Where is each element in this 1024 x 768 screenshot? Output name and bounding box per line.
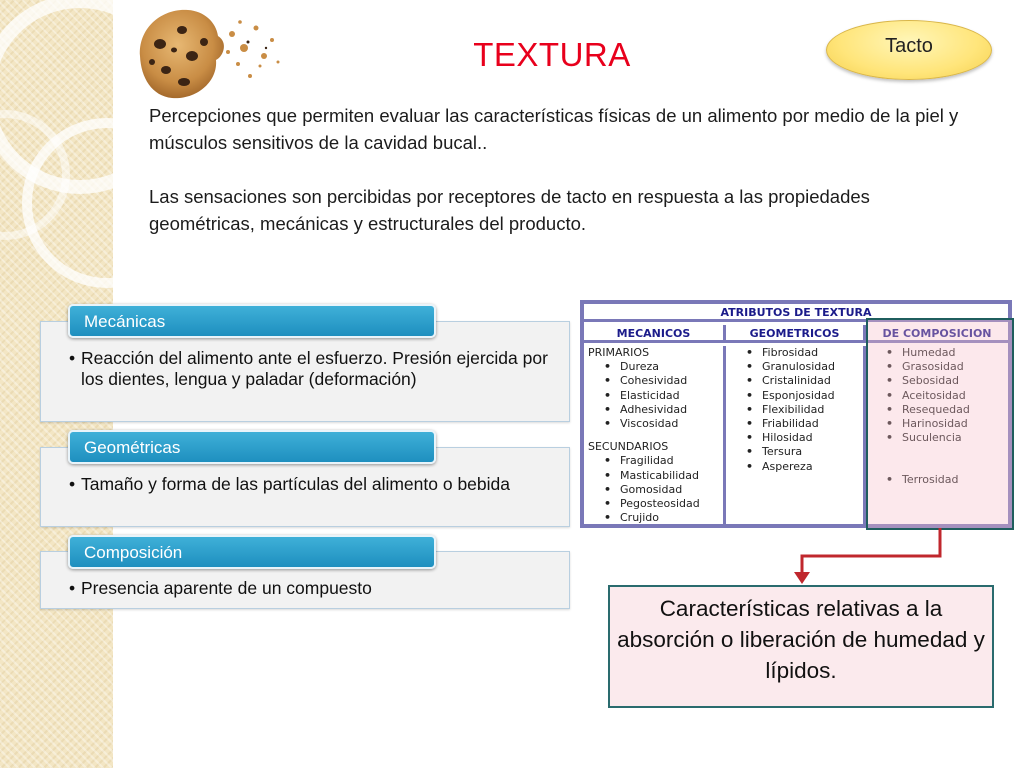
column-composicion	[866, 346, 1008, 524]
list-item: • Viscosidad	[584, 417, 723, 431]
column-header-geometricos: GEOMETRICOS	[726, 325, 866, 343]
list-item: • Friabilidad	[726, 417, 863, 431]
list-item: • Pegosteosidad	[584, 497, 723, 511]
group-label-primarios: PRIMARIOS	[588, 346, 650, 359]
column-header-composicion: DE COMPOSICION	[866, 325, 1008, 343]
column-geometricos	[726, 346, 866, 524]
group-label-secundarios: SECUNDARIOS	[588, 440, 669, 454]
list-item: • Masticabilidad	[584, 469, 723, 483]
definition-paragraph: Percepciones que permiten evaluar las características físicas de un alimento por medio de la piel y músculos sensitivos de la cavidad bucal..	[149, 105, 959, 153]
list-primarios	[584, 360, 723, 431]
arrow-connector	[790, 528, 950, 588]
list-item: • Flexibilidad	[726, 403, 863, 417]
list-item: • Terrosidad	[866, 473, 1008, 487]
list-item: • Fibrosidad	[726, 346, 863, 360]
card-bullet: • Presencia aparente de un compuesto	[69, 578, 372, 598]
list-composicion-extra	[866, 473, 1008, 487]
card-bullet: • Tamaño y forma de las partículas del alimento o bebida	[69, 474, 510, 494]
list-item: • Humedad	[866, 346, 1008, 360]
list-item: • Sebosidad	[866, 374, 1008, 388]
column-header-mecanicos: MECANICOS	[584, 325, 726, 343]
list-item: • Grasosidad	[866, 360, 1008, 374]
list-item: • Crujido	[584, 511, 723, 525]
column-mecanicos	[584, 346, 726, 524]
composition-note: Características relativas a la absorción o liberación de humedad y lípidos.	[608, 585, 994, 708]
pill-geometricas: Geométricas	[68, 430, 436, 464]
attributes-table	[580, 300, 1012, 528]
list-item: • Elasticidad	[584, 389, 723, 403]
tacto-badge-label: Tacto	[885, 34, 933, 57]
list-item: • Suculencia	[866, 431, 1008, 445]
list-item: • Cohesividad	[584, 374, 723, 388]
pill-composicion: Composición	[68, 535, 436, 569]
list-item: • Hilosidad	[726, 431, 863, 445]
list-item: • Aspereza	[726, 460, 863, 474]
list-item: • Fragilidad	[584, 454, 723, 468]
list-item: • Tersura	[726, 445, 863, 459]
pill-mecanicas: Mecánicas	[68, 304, 436, 338]
list-item: • Gomosidad	[584, 483, 723, 497]
list-item: • Aceitosidad	[866, 389, 1008, 403]
list-item: • Cristalinidad	[726, 374, 863, 388]
list-item: • Dureza	[584, 360, 723, 374]
attributes-table-title: ATRIBUTOS DE TEXTURA	[584, 304, 1008, 322]
list-geometricos	[726, 346, 863, 474]
slide-title: TEXTURA	[473, 36, 631, 73]
list-item: • Resequedad	[866, 403, 1008, 417]
list-item: • Esponjosidad	[726, 389, 863, 403]
cookie-image	[132, 4, 292, 104]
sensation-paragraph: Las sensaciones son percibidas por receptores de tacto en respuesta a las propiedades geométricas, mecánicas y estructurales del producto.	[149, 186, 870, 234]
list-secundarios	[584, 454, 723, 525]
list-item: • Granulosidad	[726, 360, 863, 374]
tacto-badge	[826, 20, 992, 80]
list-item: • Harinosidad	[866, 417, 1008, 431]
card-bullet: • Reacción del alimento ante el esfuerzo. Presión ejercida por los dientes, lengua y paladar (deformación)	[69, 348, 548, 389]
list-item: • Adhesividad	[584, 403, 723, 417]
list-composicion	[866, 346, 1008, 445]
